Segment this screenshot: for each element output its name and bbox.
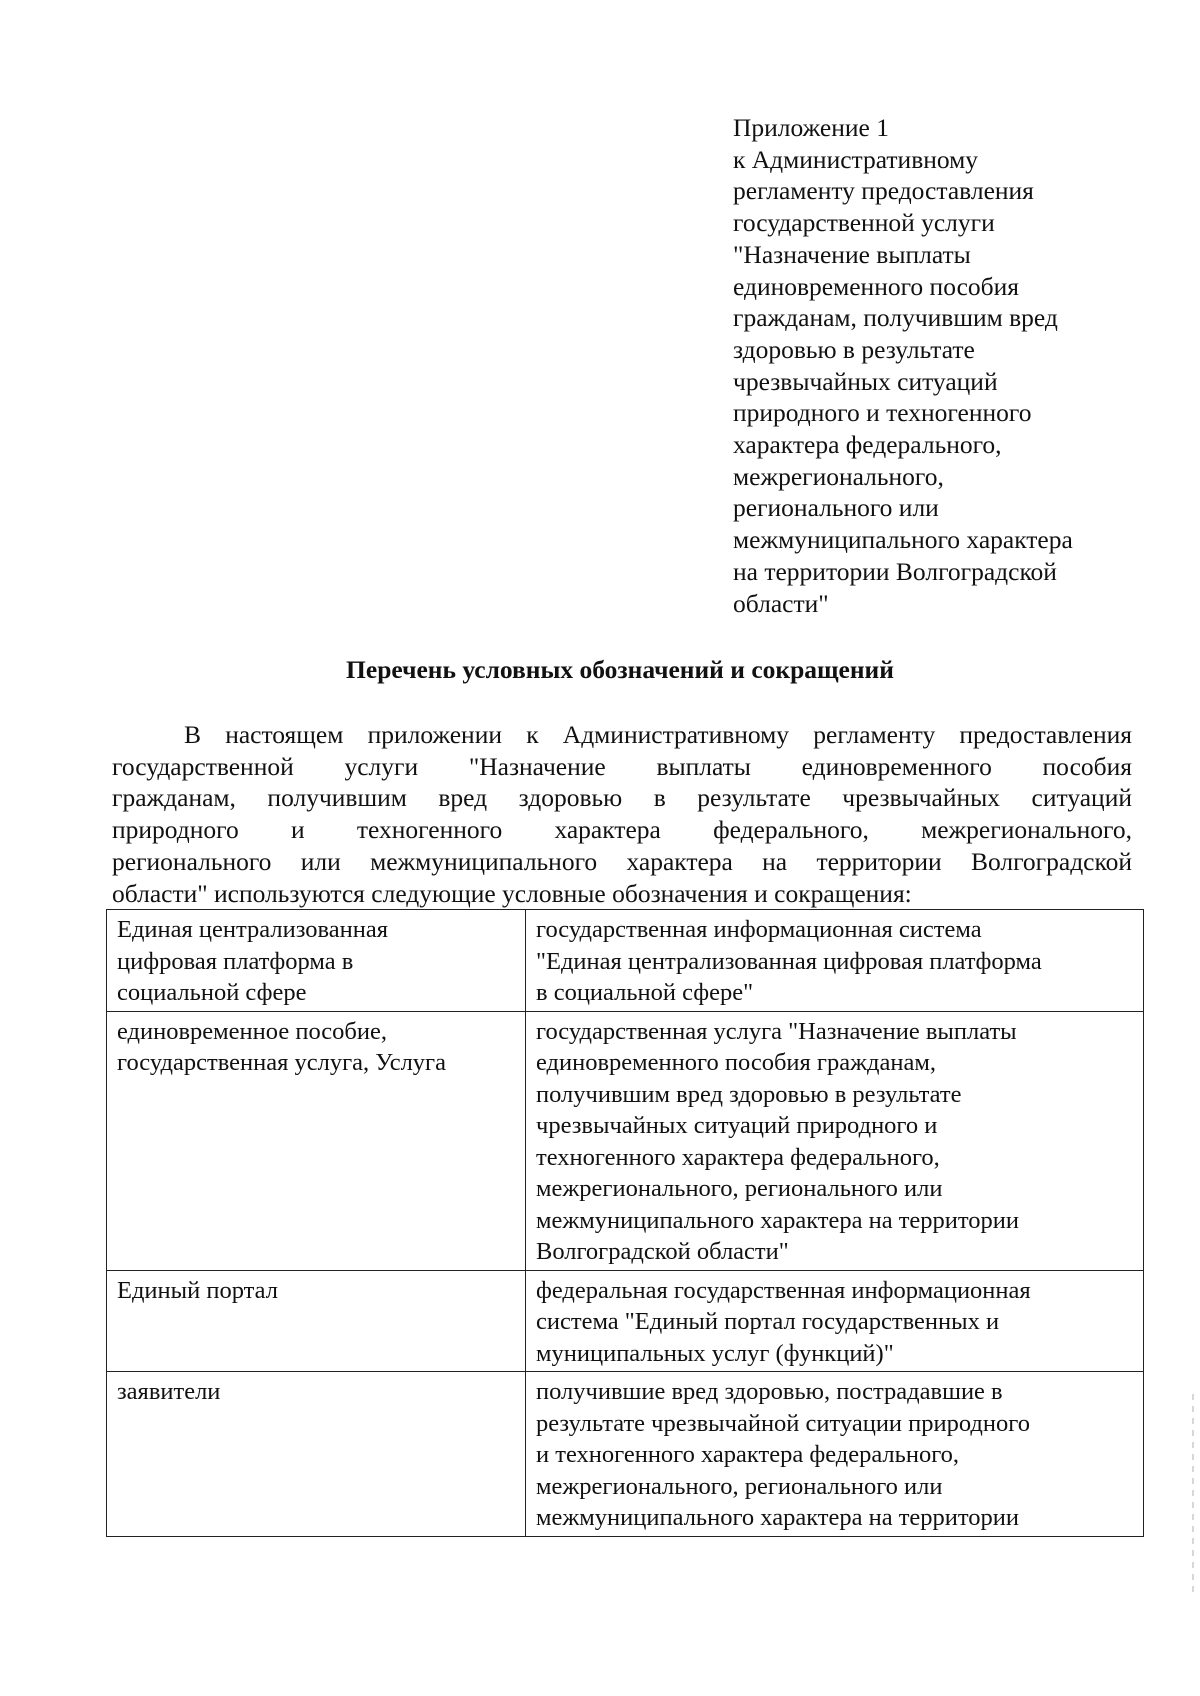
table-row xyxy=(107,910,1144,1012)
definition-cell xyxy=(526,910,1144,1012)
document-title: Перечень условных обозначений и сокращений xyxy=(346,655,894,684)
appendix-line: межрегионального, xyxy=(733,461,944,491)
definition-line: государственная информационная система xyxy=(536,916,982,943)
appendix-line: на территории Волгоградской xyxy=(733,556,1057,586)
appendix-line: здоровью в результате xyxy=(733,334,975,364)
definition-line: муниципальных услуг (функций)" xyxy=(536,1339,894,1367)
appendix-line: регламенту предоставления xyxy=(733,176,1034,206)
intro-paragraph xyxy=(112,719,1132,909)
appendix-header xyxy=(733,112,1153,619)
appendix-line: характера федерального, xyxy=(733,430,1002,460)
appendix-line: гражданам, получившим вред xyxy=(733,303,1058,333)
intro-line: государственной услуги "Назначение выплаты единовременного пособия xyxy=(112,751,1132,781)
appendix-line: чрезвычайных ситуаций xyxy=(733,366,998,396)
term-cell xyxy=(107,910,526,1012)
definition-line: техногенного характера федерального, xyxy=(536,1143,940,1171)
appendix-line: области" xyxy=(733,588,829,618)
term-cell xyxy=(107,1011,526,1270)
term-line: заявители xyxy=(117,1378,221,1405)
table-row xyxy=(107,1372,1144,1537)
definition-line: и техногенного характера федерального, xyxy=(536,1441,960,1468)
term-cell xyxy=(107,1372,526,1537)
term-line: государственная услуга, Услуга xyxy=(117,1049,446,1076)
definition-line: получившие вред здоровью, пострадавшие в xyxy=(536,1378,1003,1405)
intro-line: области" используются следующие условные обозначения и сокращения: xyxy=(112,878,912,908)
intro-line: природного и техногенного характера федерального, межрегионального, xyxy=(112,815,1132,845)
definition-line: единовременного пособия гражданам, xyxy=(536,1049,936,1076)
definition-line: результате чрезвычайной ситуации природного xyxy=(536,1409,1030,1437)
abbreviations-table xyxy=(106,909,1144,1537)
definition-line: система "Единый портал государственных и xyxy=(536,1308,1000,1335)
appendix-line: природного и техногенного xyxy=(733,398,1032,428)
definition-line: государственная услуга "Назначение выплаты xyxy=(536,1017,1017,1045)
definition-line: межмуниципального характера на территории xyxy=(536,1504,1020,1531)
definition-line: межрегионального, регионального или xyxy=(536,1175,943,1202)
term-cell xyxy=(107,1270,526,1372)
intro-line: В настоящем приложении к Административному регламенту предоставления xyxy=(184,720,1132,749)
intro-line: гражданам, получившим вред здоровью в результате чрезвычайных ситуаций xyxy=(112,783,1132,813)
definition-line: чрезвычайных ситуаций природного и xyxy=(536,1112,938,1139)
table-row xyxy=(107,1270,1144,1372)
appendix-line: межмуниципального характера xyxy=(733,525,1073,555)
definition-line: межмуниципального характера на территории xyxy=(536,1206,1020,1234)
intro-line: регионального или межмуниципального характера на территории Волгоградской xyxy=(112,846,1132,876)
table-row xyxy=(107,1011,1144,1270)
appendix-line: государственной услуги xyxy=(733,208,995,238)
definition-cell xyxy=(526,1372,1144,1537)
appendix-line: единовременного пособия xyxy=(733,271,1020,301)
definition-cell xyxy=(526,1270,1144,1372)
definition-line: Волгоградской области" xyxy=(536,1238,789,1265)
definition-line: "Единая централизованная цифровая платформа xyxy=(536,947,1042,975)
definition-cell xyxy=(526,1011,1144,1270)
scan-margin-mark xyxy=(1192,1394,1194,1594)
appendix-line: регионального или xyxy=(733,493,939,523)
definition-line: федеральная государственная информационная xyxy=(536,1276,1031,1304)
term-line: социальной сфере xyxy=(117,979,307,1006)
term-line: Единая централизованная xyxy=(117,916,388,943)
definition-line: межрегионального, регионального или xyxy=(536,1472,943,1500)
appendix-line: "Назначение выплаты xyxy=(733,239,971,269)
term-line: единовременное пособие, xyxy=(117,1017,388,1045)
appendix-line: к Административному xyxy=(733,144,979,174)
definition-line: в социальной сфере" xyxy=(536,979,754,1006)
term-line: цифровая платформа в xyxy=(117,947,354,975)
appendix-line: Приложение 1 xyxy=(733,113,889,142)
definition-line: получившим вред здоровью в результате xyxy=(536,1080,962,1108)
term-line: Единый портал xyxy=(117,1276,278,1304)
